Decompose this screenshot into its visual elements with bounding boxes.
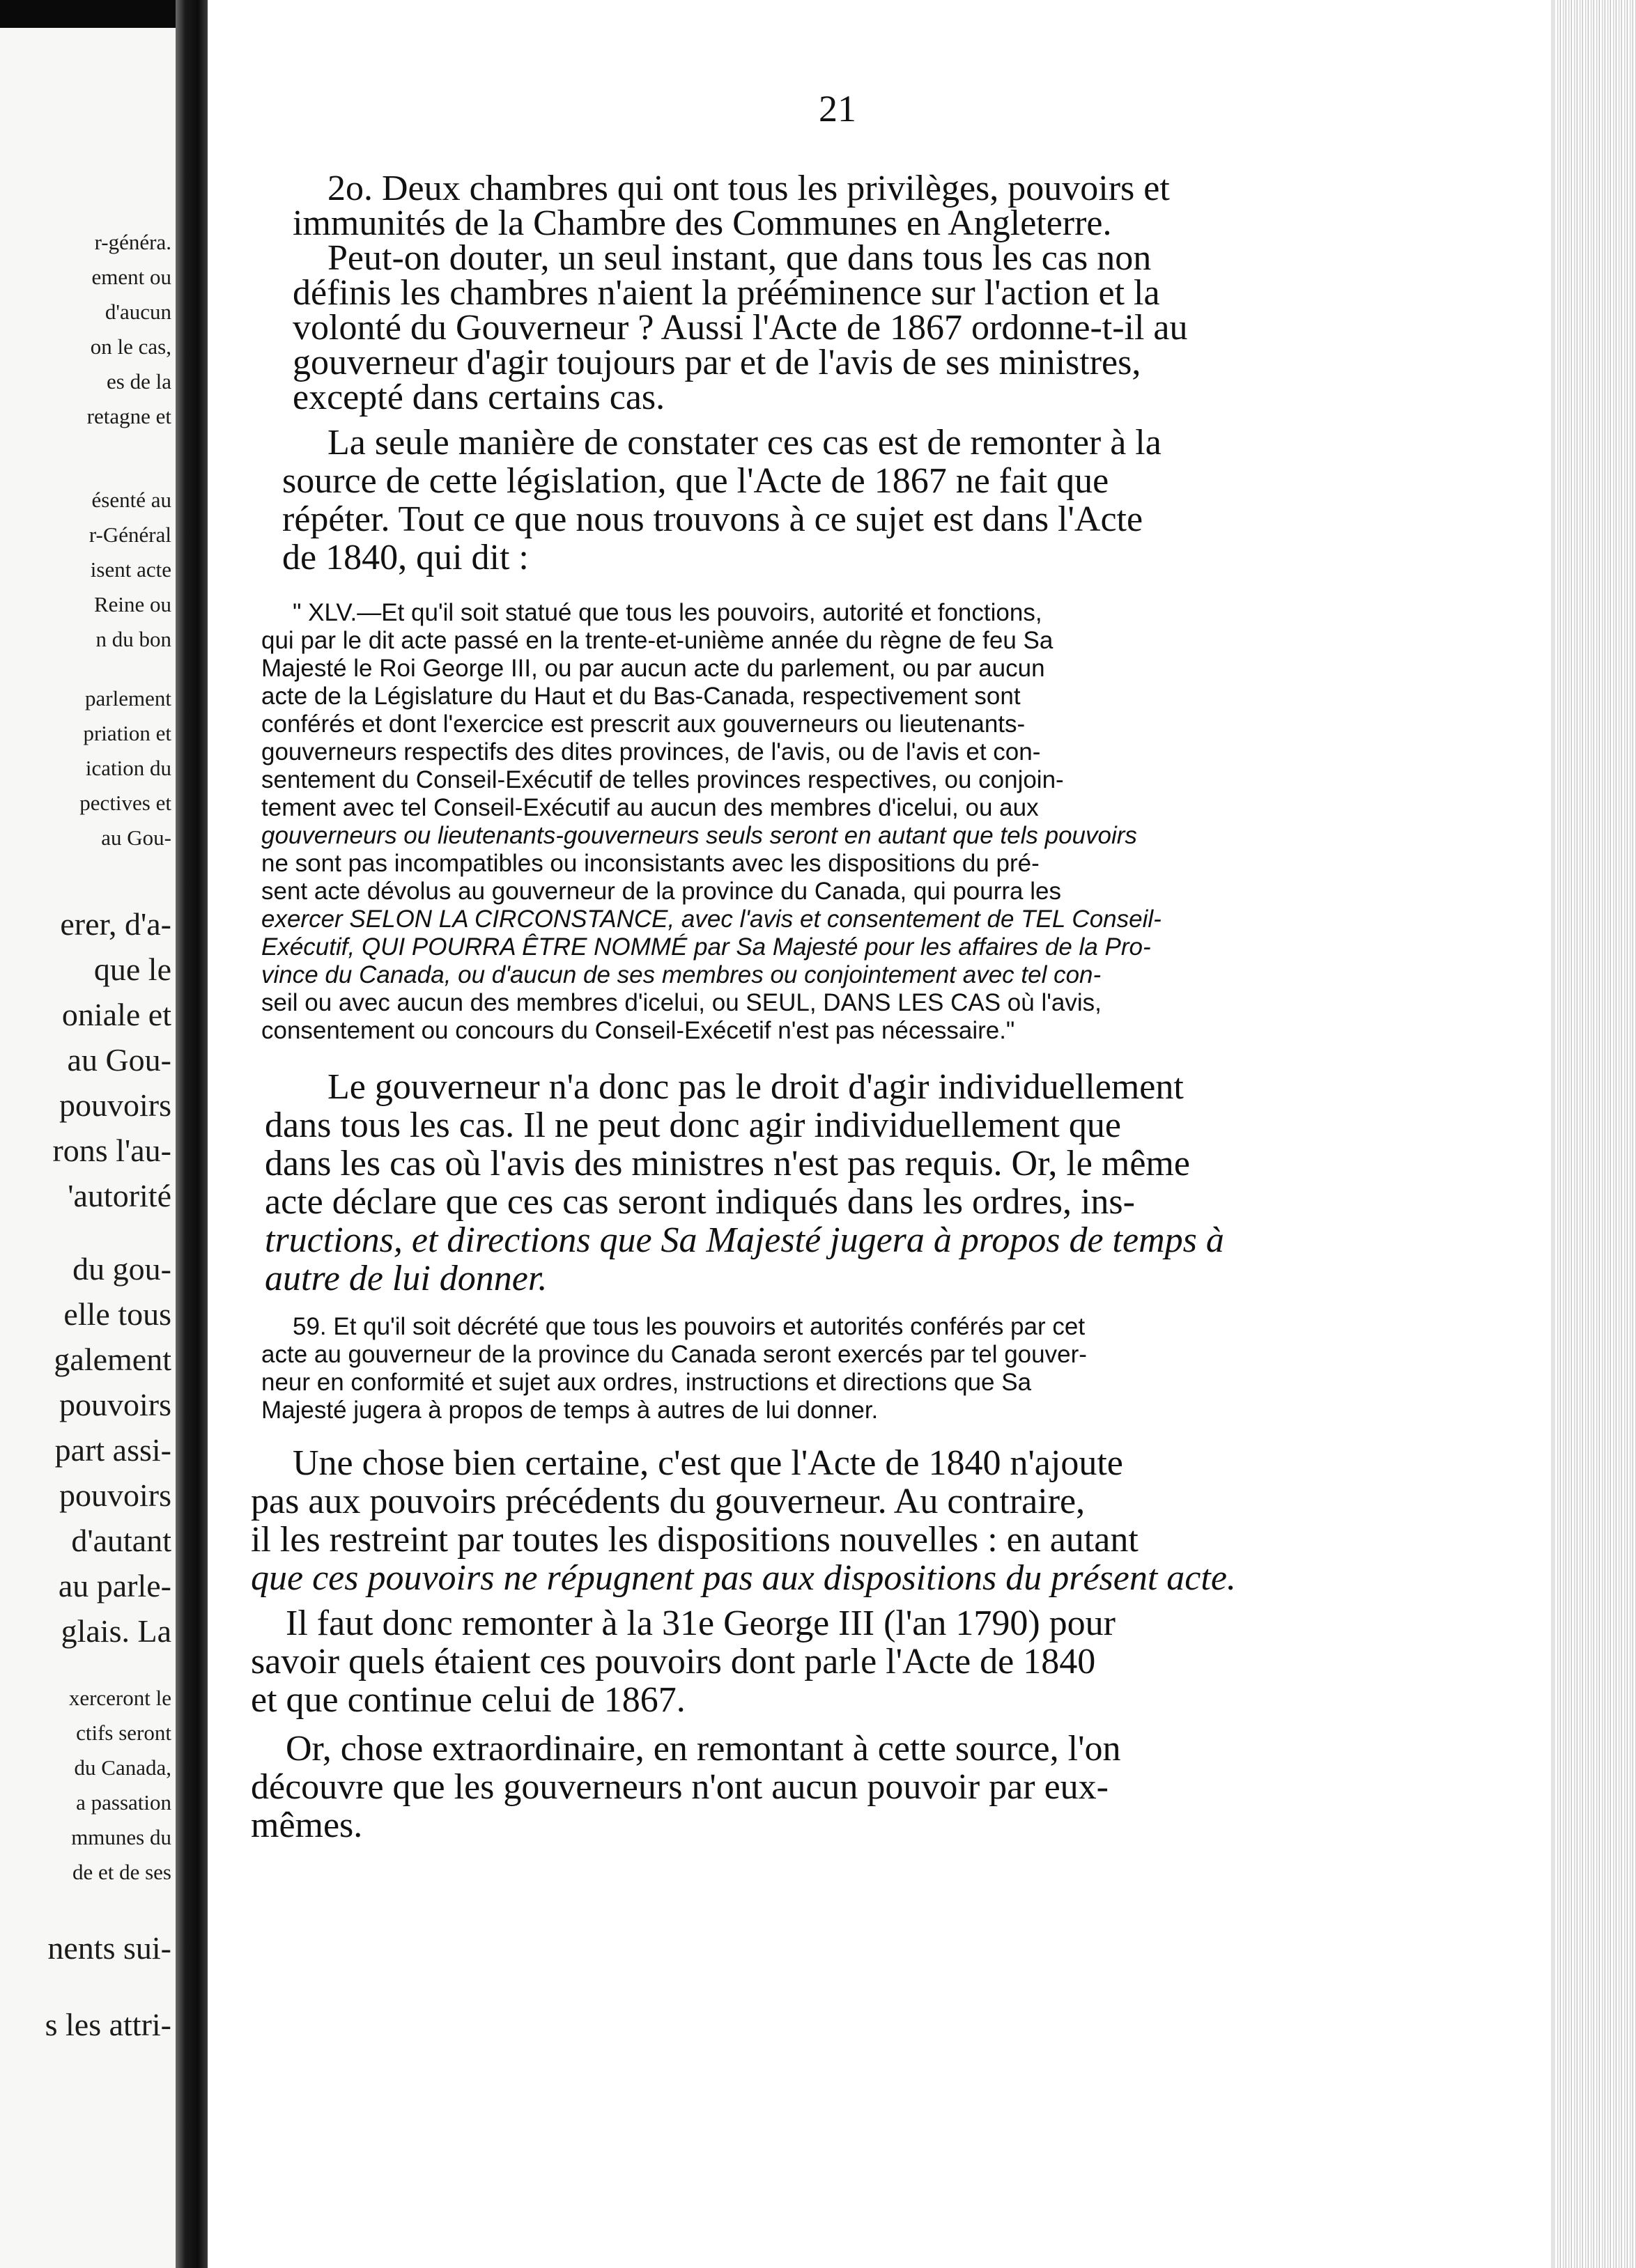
- left-page-line: rons l'au-: [52, 1133, 171, 1168]
- left-page-line: nents sui-: [47, 1930, 171, 1966]
- left-page-line: du Canada,: [74, 1755, 171, 1780]
- left-page-line: es de la: [107, 369, 171, 394]
- body-text-line: que ces pouvoirs ne répugnent pas aux dispositions du présent acte.: [251, 1558, 1236, 1598]
- quoted-statute-line: acte de la Législature du Haut et du Bas-Canada, respectivement sont: [261, 683, 1021, 710]
- left-page-line: du gou-: [72, 1251, 171, 1287]
- left-page-line: r-généra.: [94, 230, 171, 254]
- quoted-statute-line: seil ou avec aucun des membres d'icelui, ou SEUL, DANS LES CAS où l'avis,: [261, 989, 1102, 1016]
- quoted-statute-line: gouverneurs respectifs des dites provinces, de l'avis, ou de l'avis et con-: [261, 738, 1041, 766]
- left-page-line: r-Général: [88, 522, 171, 547]
- quoted-statute-line: Majesté jugera à propos de temps à autres de lui donner.: [261, 1397, 879, 1424]
- quoted-statute-line: sent acte dévolus au gouverneur de la province du Canada, qui pourra les: [261, 878, 1061, 905]
- body-text-line: découvre que les gouverneurs n'ont aucun pouvoir par eux-: [251, 1767, 1109, 1807]
- body-text-line: répéter. Tout ce que nous trouvons à ce sujet est dans l'Acte: [282, 499, 1143, 539]
- body-text-line: dans les cas où l'avis des ministres n'est pas requis. Or, le même: [265, 1144, 1190, 1183]
- body-text-line: source de cette législation, que l'Acte de 1867 ne fait que: [282, 461, 1109, 501]
- quoted-statute-line: 59. Et qu'il soit décrété que tous les pouvoirs et autorités conférés par cet: [293, 1313, 1086, 1340]
- body-text-line: Une chose bien certaine, c'est que l'Acte de 1840 n'ajoute: [293, 1443, 1123, 1483]
- body-text-line: de 1840, qui dit :: [282, 538, 529, 577]
- left-page-line: pouvoirs: [59, 1087, 171, 1123]
- left-page-line: elle tous: [63, 1296, 171, 1332]
- left-page-line: Reine ou: [93, 592, 171, 616]
- quoted-statute-line: acte au gouverneur de la province du Canada seront exercés par tel gouver-: [261, 1341, 1087, 1368]
- page-number: 21: [819, 88, 856, 130]
- left-page-line: ctifs seront: [76, 1721, 171, 1745]
- body-text-line: tructions, et directions que Sa Majesté jugera à propos de temps à: [265, 1220, 1224, 1260]
- quoted-statute-line: ne sont pas incompatibles ou inconsistants avec les dispositions du pré-: [261, 850, 1040, 877]
- left-page-line: a passation: [76, 1790, 171, 1815]
- left-page-line: de et de ses: [72, 1860, 171, 1884]
- scan-border: [0, 0, 202, 28]
- left-page-line: ement ou: [91, 265, 171, 289]
- quoted-statute-line: conférés et dont l'exercice est prescrit aux gouverneurs ou lieutenants-: [261, 710, 1026, 738]
- body-text-line: savoir quels étaient ces pouvoirs dont parle l'Acte de 1840: [251, 1642, 1096, 1681]
- left-page-line: erer, d'a-: [60, 906, 171, 942]
- body-text-line: acte déclare que ces cas seront indiqués dans les ordres, ins-: [265, 1182, 1135, 1222]
- left-page-line: pouvoirs: [59, 1387, 171, 1422]
- book-gutter: [176, 0, 208, 2268]
- body-text-line: Le gouverneur n'a donc pas le droit d'agir individuellement: [327, 1067, 1184, 1107]
- left-page-line: on le cas,: [90, 334, 171, 359]
- left-page-line: oniale et: [61, 997, 171, 1032]
- left-page-line: pectives et: [79, 791, 171, 815]
- left-page-line: s les attri-: [45, 2007, 171, 2042]
- left-page-line: retagne et: [86, 404, 171, 428]
- left-page-text: [0, 28, 176, 2268]
- page-edges: [1555, 0, 1636, 2268]
- left-page-line: part assi-: [54, 1432, 171, 1468]
- left-page-line: au parle-: [58, 1568, 171, 1603]
- body-text-line: définis les chambres n'aient la prééminence sur l'action et la: [293, 273, 1160, 313]
- left-page-line: d'aucun: [105, 300, 171, 324]
- quoted-statute-line: qui par le dit acte passé en la trente-et-unième année du règne de feu Sa: [261, 627, 1054, 654]
- quoted-statute-line: neur en conformité et sujet aux ordres, instructions et directions que Sa: [261, 1369, 1032, 1396]
- body-text-line: excepté dans certains cas.: [293, 378, 665, 417]
- left-page-line: pouvoirs: [59, 1477, 171, 1513]
- quoted-statute-line: exercer SELON LA CIRCONSTANCE, avec l'avis et consentement de TEL Conseil-: [261, 906, 1162, 933]
- body-text-line: il les restreint par toutes les dispositions nouvelles : en autant: [251, 1520, 1139, 1560]
- body-text-line: Il faut donc remonter à la 31e George III (l'an 1790) pour: [286, 1603, 1116, 1643]
- quoted-statute-line: Exécutif, QUI POURRA ÊTRE NOMMÉ par Sa Majesté pour les affaires de la Pro-: [261, 933, 1151, 961]
- body-text-line: La seule manière de constater ces cas est de remonter à la: [327, 423, 1162, 463]
- left-page-line: isent acte: [90, 557, 171, 582]
- body-text-line: autre de lui donner.: [265, 1259, 548, 1298]
- left-page-line: glais. La: [61, 1613, 171, 1649]
- body-text-line: Peut-on douter, un seul instant, que dans tous les cas non: [327, 238, 1152, 278]
- body-text-line: pas aux pouvoirs précédents du gouverneur. Au contraire,: [251, 1482, 1086, 1521]
- left-page-line: mmunes du: [71, 1825, 171, 1849]
- quoted-statute-line: " XLV.—Et qu'il soit statué que tous les pouvoirs, autorité et fonctions,: [293, 599, 1042, 626]
- left-page-line: n du bon: [95, 627, 171, 651]
- body-text-line: et que continue celui de 1867.: [251, 1680, 686, 1720]
- left-page-line: parlement: [85, 686, 171, 710]
- left-page-line: ication du: [85, 756, 171, 780]
- page-body: [230, 0, 1547, 2268]
- body-text-line: volonté du Gouverneur ? Aussi l'Acte de 1867 ordonne-t-il au: [293, 308, 1188, 348]
- left-page-line: galement: [54, 1342, 171, 1377]
- left-page-line: ésenté au: [91, 488, 171, 512]
- body-text-line: immunités de la Chambre des Communes en Angleterre.: [293, 203, 1112, 243]
- left-page-line: au Gou-: [101, 825, 171, 850]
- quoted-statute-line: vince du Canada, ou d'aucun de ses membres ou conjointement avec tel con-: [261, 961, 1102, 988]
- left-page-line: xerceront le: [68, 1686, 171, 1710]
- body-text-line: 2o. Deux chambres qui ont tous les privilèges, pouvoirs et: [327, 169, 1170, 208]
- quoted-statute-line: tement avec tel Conseil-Exécutif au aucun des membres d'icelui, ou aux: [261, 794, 1039, 821]
- left-page-line: que le: [93, 952, 171, 987]
- body-text-line: gouverneur d'agir toujours par et de l'avis de ses ministres,: [293, 343, 1141, 382]
- left-facing-page: [0, 28, 176, 2268]
- quoted-statute-line: consentement ou concours du Conseil-Exécetif n'est pas nécessaire.": [261, 1017, 1015, 1044]
- left-page-line: priation et: [83, 721, 171, 745]
- body-text-line: dans tous les cas. Il ne peut donc agir individuellement que: [265, 1105, 1121, 1145]
- quoted-statute-line: sentement du Conseil-Exécutif de telles provinces respectives, ou conjoin-: [261, 766, 1064, 793]
- left-page-line: 'autorité: [68, 1178, 171, 1213]
- body-text-line: mêmes.: [251, 1805, 363, 1845]
- body-text-line: Or, chose extraordinaire, en remontant à cette source, l'on: [286, 1729, 1121, 1769]
- quoted-statute-line: gouverneurs ou lieutenants-gouverneurs seuls seront en autant que tels pouvoirs: [261, 822, 1137, 849]
- left-page-line: d'autant: [71, 1523, 171, 1558]
- left-page-line: au Gou-: [67, 1042, 171, 1078]
- quoted-statute-line: Majesté le Roi George III, ou par aucun acte du parlement, ou par aucun: [261, 655, 1045, 682]
